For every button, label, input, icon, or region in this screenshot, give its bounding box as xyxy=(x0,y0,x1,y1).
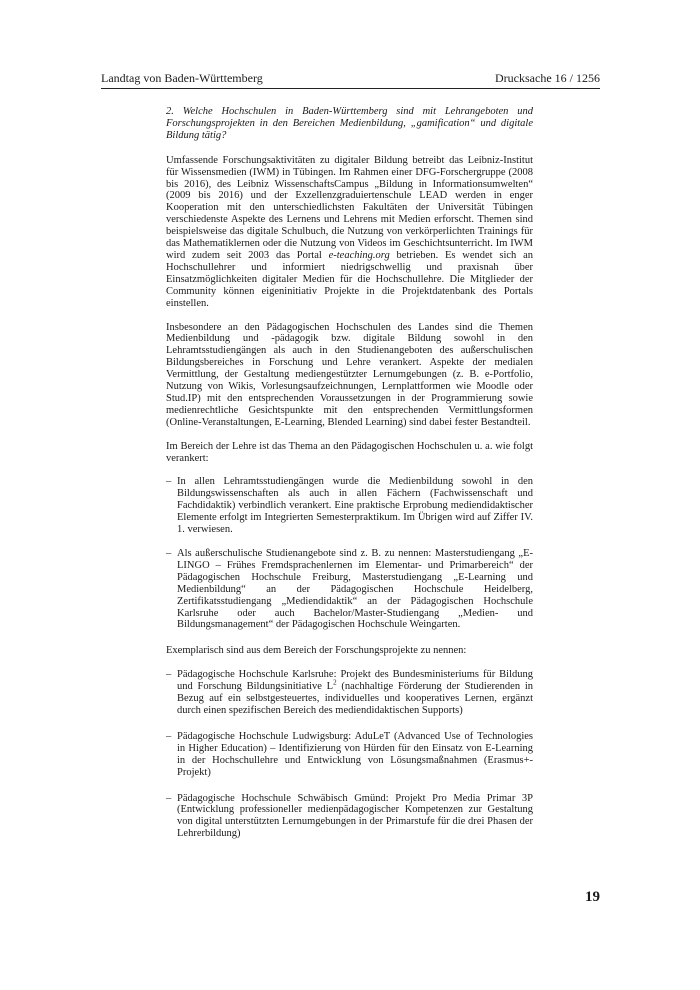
paragraph-iwm-text-1: Umfassende Forschungsaktivitäten zu digitaler Bildung betreibt das Leibniz-Institut für Wissensmedien (IWM) in Tübingen. Im Rahmen einer DFG-Forschergruppe (2008 bis 2016), des Leibniz WissenschaftsCampus „Bildung in Informationsumwelten“ (2009 bis 2016) und der Exzellenzgraduiertenschule LEAD werden in enger Kooperation mit den unterschiedlichsten Fakultäten der Universität Tübingen verschiedenste Aspekte des Lernens und Lehrens mit Medien erforscht. Themen sind beispielsweise das digitale Schulbuch, die Nutzung von verkörperlichten Trainings für das Mathematiklernen oder die Nutzung von Videos im Geschichtsunterricht. Im IWM wird zudem seit 2003 das Portal xyxy=(166,154,533,261)
list-dash: – xyxy=(166,548,172,559)
header-parliament: Landtag von Baden-Württemberg xyxy=(101,71,263,85)
list-item-text-2: (nachhaltige Förderung der Studierenden in Bezug auf ein selbstgesteuertes, individuelles und kooperatives Lernen, ergänzt durch einen spezifischen Bereich des mediendidaktischen Supports) xyxy=(177,681,534,716)
list-item-text: Pädagogische Hochschule Schwäbisch Gmünd: Projekt Pro Media Primar 3P (Entwicklung professioneller medienpädagogischer Kompetenzen zur Gestaltung von digital unterstützten Lernumgebungen in der Primarstufe für die drei Phasen der Lehrerbildung) xyxy=(177,792,533,840)
list-item xyxy=(166,669,533,717)
list-item-text-1: Pädagogische Hochschule Karlsruhe: Projekt des Bundesministeriums für Bildung und Forschung Bildungsinitiative L xyxy=(177,669,533,693)
question-2: 2. Welche Hochschulen in Baden-Württemberg sind mit Lehrangeboten und Forschungsprojekten in den Bereichen Medienbildung, „gamification“ und digitale Bildung tätig? xyxy=(166,106,533,141)
list-item-text: In allen Lehramtsstudiengängen wurde die Medienbildung sowohl in den Bildungswissenschaften als auch in allen Fächern (Fachwissenschaft und Fachdidaktik) verbindlich verankert. Eine praktische Erprobung mediendidaktischer Elemente erfolgt im Integrierten Semesterpraktikum. Im Übrigen wird auf Ziffer IV. 1. verwiesen. xyxy=(177,476,533,536)
list-item-text: Pädagogische Hochschule Ludwigsburg: AduLeT (Advanced Use of Technologies in Higher Education) – Identifizierung von Hürden für den Einsatz von E-Learning in der Hochschullehre und Entwicklung von Lösungsmaßnahmen (Erasmus+-Projekt) xyxy=(177,730,533,778)
list-dash: – xyxy=(166,792,172,804)
list-item xyxy=(166,548,533,631)
page-number: 19 xyxy=(585,889,600,905)
list-item xyxy=(166,476,533,536)
header-document-number: Drucksache 16 / 1256 xyxy=(495,71,600,85)
list-item xyxy=(166,793,533,841)
list-item xyxy=(166,731,533,779)
paragraph-iwm xyxy=(166,155,533,310)
list-item-text: Als außerschulische Studienangebote sind z. B. zu nennen: Masterstudiengang „E-LINGO – Frühes Fremdsprachenlernen im Elementar- und Primarbereich“ der Pädagogischen Hochschule Freiburg, Masterstudiengang „E-Learning und Medienbildung“ an der Pädagogischen Hochschule Heidelberg, Zertifikatsstudiengang „Mediendidaktik“ an der Pädagogischen Hochschule Karlsruhe oder auch Bachelor/Master-Studiengang „Medien- und Bildungsmanagement“ der Pädagogischen Hochschule Weingarten. xyxy=(177,548,533,631)
superscript: 2 xyxy=(333,678,337,687)
paragraph-research-intro: Exemplarisch sind aus dem Bereich der Forschungsprojekte zu nennen: xyxy=(166,645,467,657)
paragraph-teaching-intro: Im Bereich der Lehre ist das Thema an den Pädagogischen Hochschulen u. a. wie folgt verankert: xyxy=(166,440,533,464)
running-header xyxy=(101,70,600,89)
list-dash: – xyxy=(166,669,172,681)
list-dash: – xyxy=(166,730,172,742)
portal-name: e-teaching.org xyxy=(328,249,390,261)
paragraph-iwm-text-2: betrieben. Es wendet sich an Hochschullehrer und informiert niedrigschwellig und praxisnah über Einsatzmöglichkeiten digitaler Medien für die Hochschullehre. Die Mitglieder der Community können eigeninitiativ Projekte in die Projektdatenbank des Portals einstellen. xyxy=(166,249,533,309)
list-dash: – xyxy=(166,476,172,488)
paragraph-ph: Insbesondere an den Pädagogischen Hochschulen des Landes sind die Themen Medienbildung und -pädagogik bzw. digitale Bildung sowohl in den Lehramtsstudiengängen als auch in den Studienangeboten des außerschulischen Bildungsbereiches in Forschung und Lehre verankert. Aspekte der medialen Vermittlung, der Gestaltung mediengestützter Lernumgebungen (z. B. e-Portfolio, Nutzung von Wikis, Vorlesungsaufzeichnungen, Lernplattformen wie Moodle oder Stud.IP) mit den entsprechenden Voraussetzungen in der Programmierung sowie medienrechtliche Gesichtspunkte mit den entsprechenden Vermittlungsformen (Online-Veranstaltungen, E-Learning, Blended Learning) sind dabei fester Bestandteil. xyxy=(166,321,533,428)
page-body xyxy=(166,106,533,852)
